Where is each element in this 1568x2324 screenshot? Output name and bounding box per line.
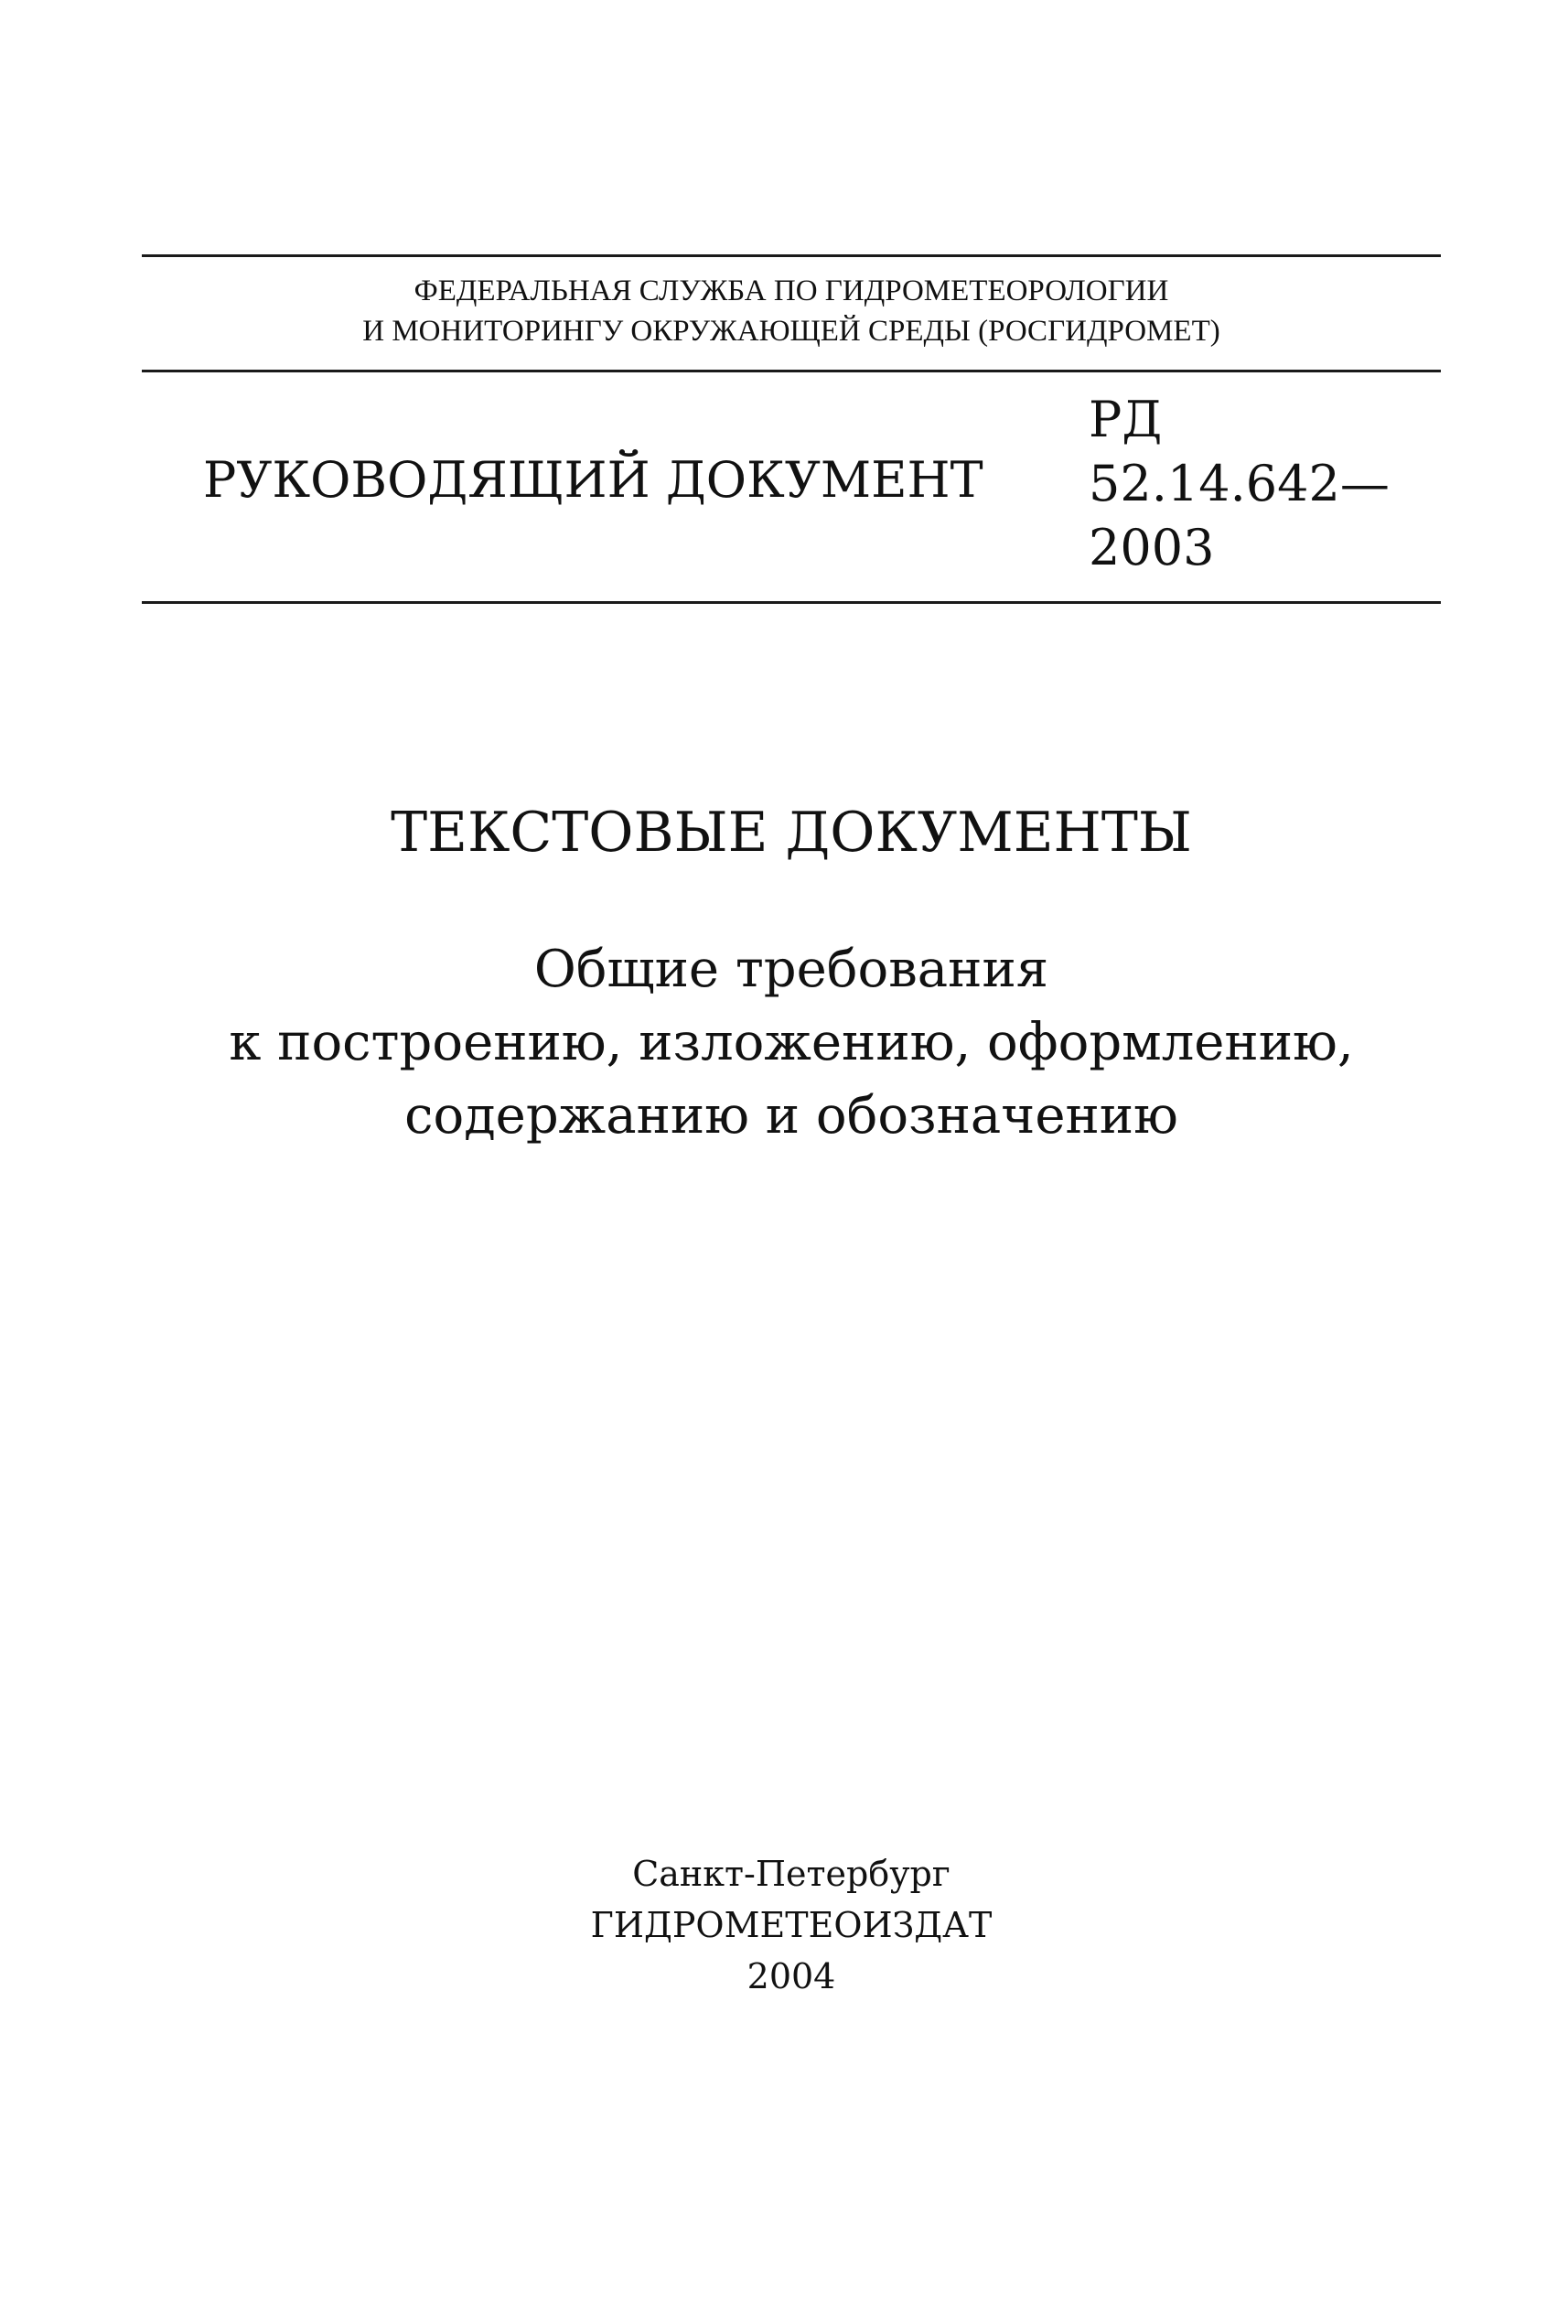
imprint-city: Санкт-Петербург bbox=[632, 1854, 950, 1894]
document-code-year: 2003 bbox=[1089, 519, 1215, 576]
document-type: РУКОВОДЯЩИЙ ДОКУМЕНТ bbox=[203, 451, 983, 509]
document-code bbox=[1089, 388, 1390, 580]
agency-line-1: ФЕДЕРАЛЬНАЯ СЛУЖБА ПО ГИДРОМЕТЕОРОЛОГИИ bbox=[413, 274, 1169, 307]
document-subtitle bbox=[142, 933, 1441, 1153]
imprint bbox=[142, 1848, 1441, 2002]
agency-name bbox=[142, 271, 1441, 351]
document-code-prefix: РД bbox=[1089, 391, 1163, 448]
document-title: ТЕКСТОВЫЕ ДОКУМЕНТЫ bbox=[391, 801, 1192, 865]
subtitle-line-1: Общие требования bbox=[533, 940, 1049, 999]
imprint-publisher: ГИДРОМЕТЕОИЗДАТ bbox=[590, 1905, 993, 1945]
top-divider bbox=[142, 254, 1441, 257]
imprint-year: 2004 bbox=[746, 1956, 836, 1996]
designation-divider bbox=[142, 601, 1441, 604]
document-code-number: 52.14.642— bbox=[1089, 455, 1390, 512]
header-divider bbox=[142, 370, 1441, 372]
subtitle-line-2: к построению, изложению, оформлению, bbox=[229, 1013, 1354, 1072]
agency-line-2: И МОНИТОРИНГУ ОКРУЖАЮЩЕЙ СРЕДЫ (РОСГИДРОМЕТ) bbox=[362, 315, 1220, 348]
subtitle-line-3: содержанию и обозначению bbox=[404, 1086, 1178, 1146]
